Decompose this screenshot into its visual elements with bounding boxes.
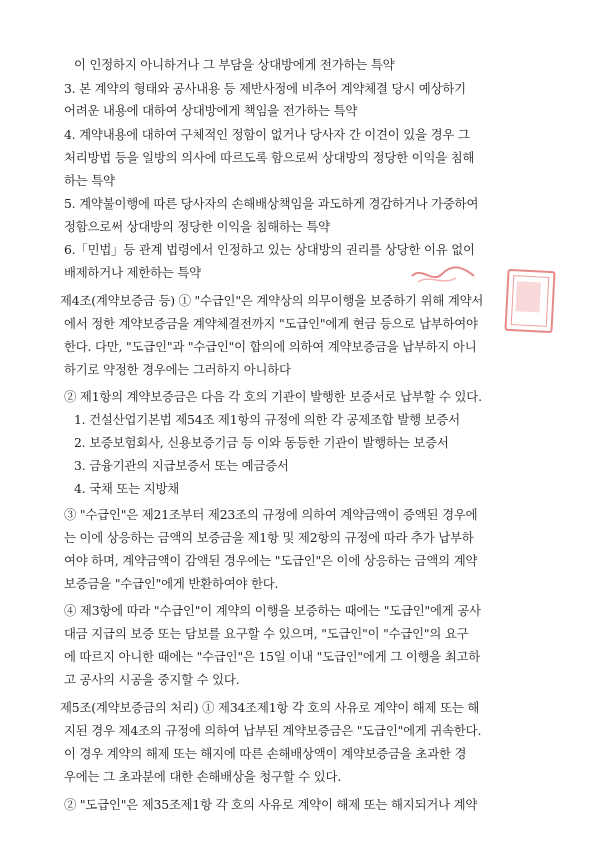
- list-item: 1. 건설산업기본법 제54조 제1항의 규정에 의한 각 공제조합 발행 보증서: [74, 412, 460, 427]
- text-line: 여야 하며, 계약금액이 감액된 경우에는 "도급인"은 이에 상응하는 금액의 계약: [64, 553, 478, 568]
- text-line: 배제하거나 제한하는 특약: [64, 265, 201, 280]
- text-line: 에서 정한 계약보증금을 계약체결전까지 "도급인"에게 현금 등으로 납부하여야: [64, 316, 478, 331]
- list-item: 3. 금융기관의 지급보증서 또는 예금증서: [74, 458, 289, 473]
- text-line: 고 공사의 시공을 중지할 수 있다.: [64, 672, 240, 687]
- text-line: ④ 제3항에 따라 "수급인"이 계약의 이행을 보증하는 때에는 "도급인"에게 공사: [64, 603, 481, 618]
- text-line: 는 이에 상응하는 금액의 보증금을 제1항 및 제2항의 규정에 따라 추가 납부하: [64, 530, 474, 545]
- text-line: 하는 특약: [64, 173, 115, 188]
- text-line: 4. 계약내용에 대하여 구체적인 정함이 없거나 당사자 간 이견이 있을 경우 그: [64, 127, 470, 142]
- text-line: 하기로 약정한 경우에는 그러하지 아니하다: [64, 362, 291, 377]
- text-line: ② 제1항의 계약보증금은 다음 각 호의 기관이 발행한 보증서로 납부할 수 있다.: [64, 389, 482, 404]
- list-item: 2. 보증보험회사, 신용보증기금 등 이와 동등한 기관이 발행하는 보증서: [74, 435, 449, 450]
- stamp-swash-mark: [408, 262, 478, 288]
- text-line: 3. 본 계약의 형태와 공사내용 등 제반사정에 비추어 계약체결 당시 예상하기: [64, 81, 466, 96]
- text-line: 이 경우 계약의 해제 또는 해지에 따른 손해배상액이 계약보증금을 초과한 경: [64, 746, 467, 761]
- text-line: 어려운 내용에 대하여 상대방에게 책임을 전가하는 특약: [64, 103, 358, 118]
- article-5-heading-line: 제5조(계약보증금의 처리) ① 제34조제1항 각 호의 사유로 계약이 해제 또는 해: [60, 700, 480, 715]
- text-line: ③ "수급인"은 제21조부터 제23조의 규정에 의하여 계약금액이 증액된 경우에: [64, 507, 478, 522]
- text-line: 지된 경우 제4조의 규정에 의하여 납부된 계약보증금은 "도급인"에게 귀속한다.: [64, 723, 482, 738]
- text-line: 보증금을 "수급인"에게 반환하여야 한다.: [64, 576, 279, 591]
- text-line: ② "도급인"은 제35조제1항 각 호의 사유로 계약이 해제 또는 해지되거나 계약: [64, 797, 478, 812]
- text-line: 에 따르지 아니한 때에는 "수급인"은 15일 이내 "도급인"에게 그 이행을 최고하: [64, 649, 481, 664]
- text-line: 대금 지급의 보증 또는 담보를 요구할 수 있으며, "도급인"이 "수급인"의 요구: [64, 626, 469, 641]
- seal-stamp: [504, 269, 555, 333]
- article-4-heading-line: 제4조(계약보증금 등) ① "수급인"은 계약상의 의무이행을 보증하기 위해 계약서: [60, 293, 484, 308]
- text-line: 정함으로써 상대방의 정당한 이익을 침해하는 특약: [64, 219, 330, 234]
- text-line: 우에는 그 초과분에 대한 손해배상을 청구할 수 있다.: [64, 769, 342, 784]
- list-item: 4. 국채 또는 지방채: [74, 481, 180, 496]
- text-line: 한다. 다만, "도급인"과 "수급인"이 합의에 의하여 계약보증금을 납부하지 아니: [64, 339, 477, 354]
- text-line: 6.「민법」등 관계 법령에서 인정하고 있는 상대방의 권리를 상당한 이유 없이: [64, 242, 475, 257]
- text-line: 이 인정하지 아니하거나 그 부담을 상대방에게 전가하는 특약: [74, 57, 395, 72]
- text-line: 5. 계약불이행에 따른 당사자의 손해배상책임을 과도하게 경감하거나 가중하여: [64, 196, 479, 211]
- text-line: 처리방법 등을 일방의 의사에 따르도록 함으로써 상대방의 정당한 이익을 침해: [64, 150, 475, 165]
